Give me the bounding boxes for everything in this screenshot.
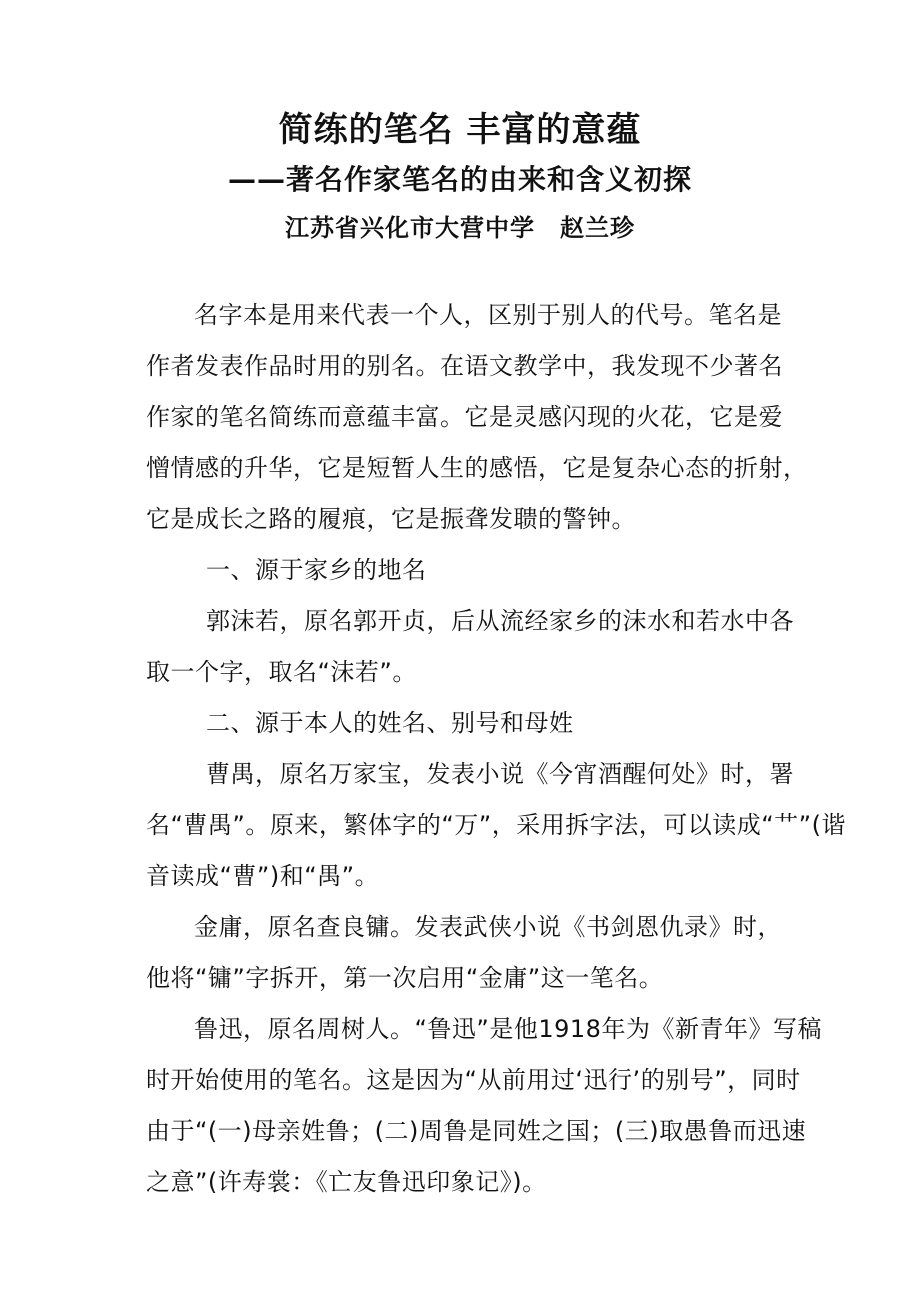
text-line: 憎情感的升华，它是短暂人生的感悟，它是复杂心态的折射， [146,454,808,482]
document-subtitle: ——著名作家笔名的由来和含义初探 [227,163,692,196]
text-line: 鲁迅，原名周树人。“鲁迅”是他1918年为《新青年》写稿 [194,1015,822,1043]
text-line: 他将“镛”字拆开，第一次启用“金庸”这一笔名。 [146,964,664,992]
text-line: 取一个字，取名“沫若”。 [146,658,417,686]
paragraph-jin-yong [146,902,808,1004]
paragraph-lu-xun [146,1004,822,1208]
text-line: 由于“(一)母亲姓鲁；(二)周鲁是同姓之国；(三)取愚鲁而迅速 [146,1117,807,1145]
section-heading-text: 二、源于本人的姓名、别号和母姓 [206,709,574,737]
paragraph-guo-moruo [146,596,808,698]
section-heading-1 [146,545,808,596]
text-line: 曹禺，原名万家宝，发表小说《今宵酒醒何处》时，署 [206,760,794,788]
document-body [146,290,846,1208]
text-line: 之意”(许寿裳：《亡友鲁迅印象记》)。 [146,1168,547,1196]
text-line: 音读成“曹”)和“禺”。 [146,862,380,890]
text-line: 作者发表作品时用的别名。在语文教学中，我发现不少著名 [146,352,783,380]
text-line: 作家的笔名简练而意蕴丰富。它是灵感闪现的火花，它是爱 [146,403,783,431]
paragraph-cao-yu [146,749,846,902]
section-heading-text: 一、源于家乡的地名 [206,556,427,584]
text-line: 它是成长之路的履痕，它是振聋发聩的警钟。 [146,505,636,533]
text-line: 时开始使用的笔名。这是因为“从前用过‘迅行’的别号”，同时 [146,1066,801,1094]
intro-paragraph [146,290,808,545]
author-line: 江苏省兴化市大营中学 赵兰珍 [285,214,635,242]
text-line: 名字本是用来代表一个人，区别于别人的代号。笔名是 [194,301,782,329]
text-line: 金庸，原名查良镛。发表武侠小说《书剑恩仇录》时， [194,913,782,941]
document-title: 简练的笔名 丰富的意蕴 [278,110,642,150]
text-line: 郭沫若，原名郭开贞，后从流经家乡的沫水和若水中各 [206,607,794,635]
section-heading-2 [146,698,808,749]
text-line: 名“曹禺”。原来，繁体字的“万”，采用拆字法，可以读成“艹”(谐 [146,811,846,839]
